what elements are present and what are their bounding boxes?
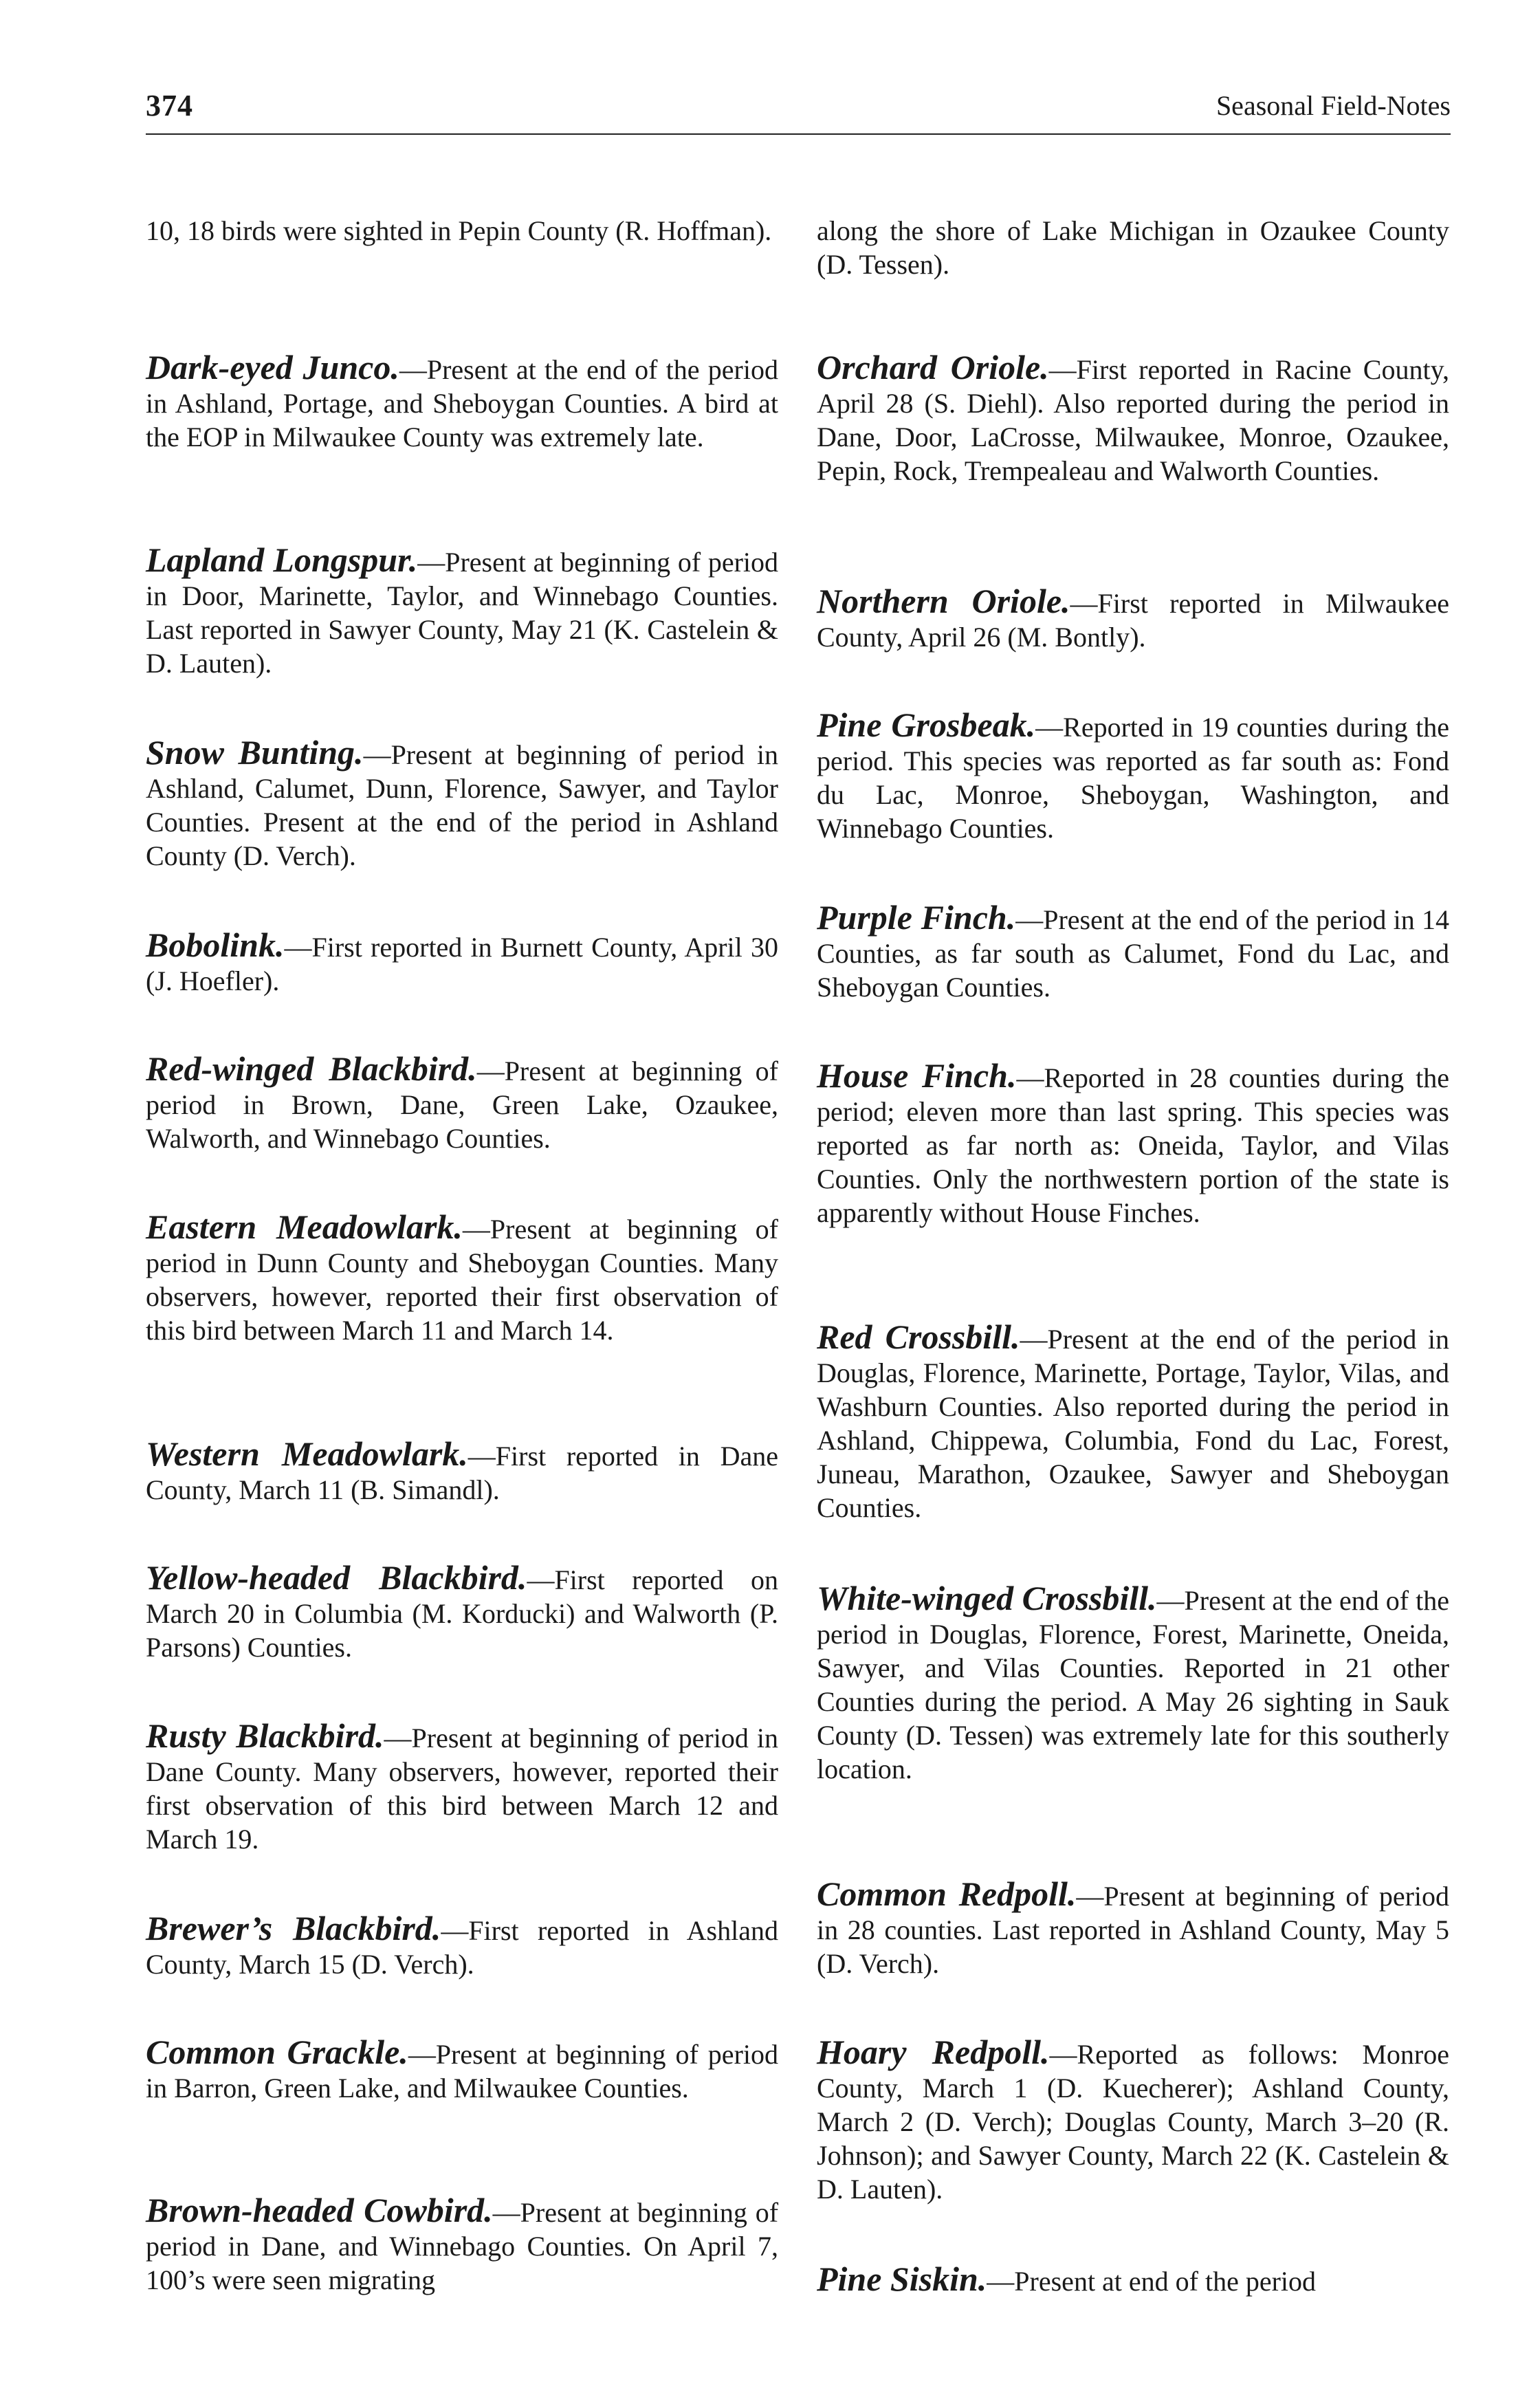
page-header xyxy=(146,88,1451,135)
entry-pine-grosbeak xyxy=(817,708,1449,845)
entry-text: —Present at beginning of period in Dane County. Many observers, however, reported their first observation of this bird between March 12 and March 19. xyxy=(146,1723,778,1855)
entry-dark-eyed-junco xyxy=(146,348,778,454)
entry-rusty-blackbird xyxy=(146,1716,778,1856)
page-number: 374 xyxy=(146,89,193,122)
species-name: Dark-eyed Junco. xyxy=(146,348,399,386)
entry-northern-oriole xyxy=(817,584,1449,654)
entry-brown-headed-cowbird xyxy=(146,2191,779,2297)
entry-text: —Present at beginning of period in Brown, Dane, Green Lake, Ozaukee, Walworth, and Winnebago Counties. xyxy=(146,1056,779,1154)
entry-text: along the shore of Lake Michigan in Ozaukee County (D. Tessen). xyxy=(817,215,1449,280)
entry-common-grackle xyxy=(146,2035,778,2105)
species-name: White-winged Crossbill. xyxy=(817,1579,1157,1617)
entry-text: —Reported in 28 counties during the period; eleven more than last spring. This species was reported as far north as: Oneida, Taylor, and Vilas Counties. Only the northwestern portion of the state is apparently without House Finches. xyxy=(817,1062,1449,1228)
species-name: Lapland Longspur. xyxy=(146,540,418,579)
species-name: Rusty Blackbird. xyxy=(146,1716,384,1755)
species-name: Northern Oriole. xyxy=(817,582,1070,620)
species-name: Pine Siskin. xyxy=(817,2260,987,2298)
entry-continuation xyxy=(817,212,1449,281)
entry-text: —Present at beginning of period in Ashland, Calumet, Dunn, Florence, Sawyer, and Taylor Counties. Present at the end of the period in Ashland County (D. Verch). xyxy=(146,739,778,871)
species-name: Red-winged Blackbird. xyxy=(146,1049,477,1088)
entry-text: —Present at the end of the period in Douglas, Florence, Forest, Marinette, Oneida, Sawyer, and Vilas Counties. Reported in 21 other Counties during the period. A May 26 sighting in Sauk County (D. Tessen) was extremely late for this southerly location. xyxy=(817,1585,1450,1784)
species-name: Hoary Redpoll. xyxy=(817,2033,1050,2071)
species-name: Brewer’s Blackbird. xyxy=(146,1909,441,1947)
entry-white-winged-crossbill xyxy=(817,1579,1450,1786)
entry-text: —First reported in Ashland County, March 15 (D. Verch). xyxy=(146,1915,778,1980)
species-name: Orchard Oriole. xyxy=(817,348,1049,386)
entry-text: —First reported in Racine County, April 28 (S. Diehl). Also reported during the period in Dane, Door, LaCrosse, Milwaukee, Monroe, Ozaukee, Pepin, Rock, Trempealeau and Walworth Counties. xyxy=(817,354,1449,486)
entry-western-meadowlark xyxy=(146,1434,778,1507)
entry-text: —Present at beginning of period in 28 counties. Last reported in Ashland County, May 5 (D. Verch). xyxy=(817,1881,1449,1979)
entry-red-crossbill xyxy=(817,1320,1449,1525)
entry-text: 10, 18 birds were sighted in Pepin County (R. Hoffman). xyxy=(146,215,772,246)
entry-orchard-oriole xyxy=(817,348,1449,488)
entry-lapland-longspur xyxy=(146,540,779,680)
entry-text: —Present at beginning of period in Door, Marinette, Taylor, and Winnebago Counties. Last reported in Sawyer County, May 21 (K. Castelein & D. Lauten). xyxy=(146,547,779,679)
entry-text: —Reported in 19 counties during the period. This species was reported as far south as: Fond du Lac, Monroe, Sheboygan, Washington, and Winnebago Counties. xyxy=(817,712,1449,844)
entry-text: —First reported in Milwaukee County, April 26 (M. Bontly). xyxy=(817,588,1449,653)
species-name: Common Grackle. xyxy=(146,2033,408,2071)
species-name: Common Redpoll. xyxy=(817,1875,1077,1913)
entry-text: —Present at beginning of period in Barron, Green Lake, and Milwaukee Counties. xyxy=(146,2039,778,2104)
entry-common-redpoll xyxy=(817,1877,1449,1980)
entry-continuation xyxy=(146,212,778,248)
entry-eastern-meadowlark xyxy=(146,1210,778,1347)
running-title: Seasonal Field-Notes xyxy=(1216,90,1451,121)
species-name: Eastern Meadowlark. xyxy=(146,1208,463,1246)
entry-brewers-blackbird xyxy=(146,1909,778,1981)
entry-house-finch xyxy=(817,1056,1449,1230)
entry-text: —First reported in Burnett County, April 30 (J. Hoefler). xyxy=(146,932,778,996)
species-name: House Finch. xyxy=(817,1056,1017,1095)
entry-text: —Present at beginning of period in Dunn County and Sheboygan Counties. Many observers, however, reported their first observation of this bird between March 11 and March 14. xyxy=(146,1214,778,1346)
entry-hoary-redpoll xyxy=(817,2035,1449,2206)
species-name: Western Meadowlark. xyxy=(146,1434,468,1473)
entry-text: —First reported on March 20 in Columbia (M. Korducki) and Walworth (P. Parsons) Counties. xyxy=(146,1564,779,1663)
entry-text: —Reported as follows: Monroe County, March 1 (D. Kuecherer); Ashland County, March 2 (D. Verch); Douglas County, March 3–20 (R. Johnson); and Sawyer County, March 22 (K. Castelein & D. Lauten). xyxy=(817,2039,1449,2205)
species-name: Brown-headed Cowbird. xyxy=(146,2191,493,2229)
entry-text: —First reported in Dane County, March 11 (B. Simandl). xyxy=(146,1441,778,1505)
entry-text: —Present at the end of the period in 14 Counties, as far south as Calumet, Fond du Lac, and Sheboygan Counties. xyxy=(817,904,1449,1003)
species-name: Red Crossbill. xyxy=(817,1318,1020,1356)
entry-purple-finch xyxy=(817,898,1449,1004)
species-name: Pine Grosbeak. xyxy=(817,706,1036,744)
entry-text: —Present at end of the period xyxy=(987,2266,1317,2297)
species-name: Purple Finch. xyxy=(817,898,1016,937)
entry-pine-siskin xyxy=(817,2262,1449,2298)
entry-text: —Present at beginning of period in Dane, and Winnebago Counties. On April 7, 100’s were seen migrating xyxy=(146,2197,779,2295)
entry-red-winged-blackbird xyxy=(146,1049,779,1155)
species-name: Snow Bunting. xyxy=(146,733,364,772)
entry-text: —Present at the end of the period in Ashland, Portage, and Sheboygan Counties. A bird at the EOP in Milwaukee County was extremely late. xyxy=(146,354,778,452)
entry-bobolink xyxy=(146,928,778,998)
species-name: Yellow-headed Blackbird. xyxy=(146,1558,527,1597)
entry-yellow-headed-blackbird xyxy=(146,1558,779,1664)
entry-snow-bunting xyxy=(146,733,778,873)
species-name: Bobolink. xyxy=(146,926,285,964)
entry-text: —Present at the end of the period in Douglas, Florence, Marinette, Portage, Taylor, Vilas, and Washburn Counties. Also reported during the period in Ashland, Chippewa, Columbia, Fond du Lac, Forest, Juneau, Marathon, Ozaukee, Sawyer and Sheboygan Counties. xyxy=(817,1324,1449,1523)
